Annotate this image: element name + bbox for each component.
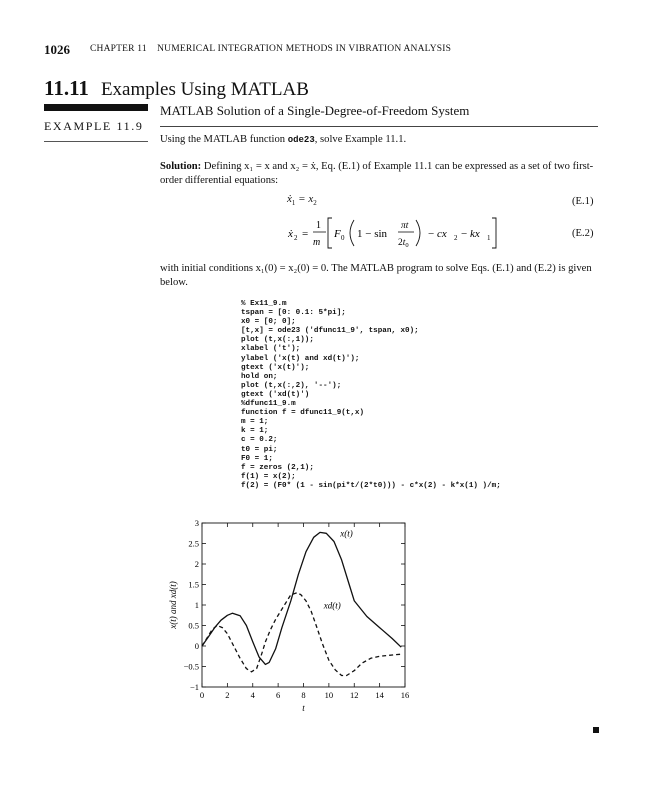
svg-text:=: = <box>302 228 309 240</box>
equation-e1-label: (E.1) <box>572 196 594 207</box>
code-line: f(2) = (F0* (1 - sin(pi*t/(2*t0))) - c*x(2) - k*x(1) )/m; <box>241 481 501 490</box>
code-line: t0 = pi; <box>241 445 278 454</box>
initial-conditions-paragraph: with initial conditions x₁(0) = x₂(0) = 0. The MATLAB program to solve Eqs. (E.1) and (E.2) is given below. <box>160 263 592 288</box>
y-tick-label: −0.5 <box>183 661 199 672</box>
solution-label: Solution: <box>160 161 202 172</box>
x-tick-label: 4 <box>250 690 255 700</box>
series-x-line <box>202 532 401 664</box>
example-title: MATLAB Solution of a Single-Degree-of-Freedom System <box>160 103 470 118</box>
equation-e2 <box>282 214 512 254</box>
solution-text: Defining x₁ = x and x₂ = ẋ, Eq. (E.1) of Example 11.1 can be expressed as a set of two first-order differential equations: <box>160 161 594 186</box>
code-line: function f = dfunc11_9(t,x) <box>241 409 365 418</box>
code-line: f(1) = x(2); <box>241 472 296 481</box>
response-plot <box>160 515 420 715</box>
solution-paragraph <box>160 160 600 188</box>
code-line: x0 = [0; 0]; <box>241 318 296 327</box>
code-line: hold on; <box>241 372 278 381</box>
svg-text:πt: πt <box>401 221 409 231</box>
code-line: plot (t,x(:,1)); <box>241 336 314 345</box>
section-heading <box>44 76 309 101</box>
svg-text:ẋ: ẋ <box>288 228 293 240</box>
svg-text:1: 1 <box>487 234 491 242</box>
x-axis-label: t <box>302 703 305 713</box>
y-tick-label: 2.5 <box>188 538 199 549</box>
code-line: xlabel ('t'); <box>241 345 301 354</box>
svg-text:− kx: − kx <box>461 228 480 240</box>
section-number: 11.11 <box>44 76 89 100</box>
svg-text:2: 2 <box>454 234 458 242</box>
y-tick-label: 2 <box>194 559 199 569</box>
x-tick-label: 12 <box>350 690 359 700</box>
series-xd-line <box>202 593 401 676</box>
code-line: % Ex11_9.m <box>241 300 287 308</box>
equation-e2-label: (E.2) <box>572 228 594 239</box>
annotation-xd: xd(t) <box>323 600 341 611</box>
section-title: Examples Using MATLAB <box>100 79 309 100</box>
svg-text:1 − sin: 1 − sin <box>357 228 388 240</box>
svg-text:2: 2 <box>294 234 298 242</box>
x-tick-label: 6 <box>276 690 281 700</box>
y-tick-label: 1.5 <box>188 579 199 590</box>
y-tick-label: 0 <box>194 641 199 651</box>
code-line: c = 0.2; <box>241 436 278 445</box>
end-of-example-mark <box>593 727 599 733</box>
x-tick-label: 8 <box>301 690 306 700</box>
code-line: gtext ('xd(t)') <box>241 390 310 399</box>
svg-text:1: 1 <box>316 220 321 231</box>
code-line: f = zeros (2,1); <box>241 463 314 472</box>
equation-e1: ẋ$_1$ = $x_2$ <box>287 193 317 208</box>
matlab-code-block <box>241 300 501 491</box>
code-line: k = 1; <box>241 427 269 436</box>
svg-text:− cx: − cx <box>428 228 447 240</box>
code-line: gtext ('x(t)'); <box>241 363 310 372</box>
svg-text:2t0: $2t_0$ <box>398 238 409 249</box>
code-line: plot (t,x(:,2), '--'); <box>241 381 342 390</box>
example-title-divider <box>160 126 598 127</box>
code-line: ylabel ('x(t) and xd(t)'); <box>241 354 360 363</box>
x-tick-label: 10 <box>324 690 334 700</box>
x-tick-label: 2 <box>225 690 230 700</box>
page-number: 1026 <box>44 42 70 57</box>
code-line: m = 1; <box>241 418 269 427</box>
svg-text:0: 0 <box>341 234 345 242</box>
y-tick-label: 0.5 <box>188 620 199 631</box>
y-tick-label: −1 <box>189 682 199 692</box>
running-title: CHAPTER 11 NUMERICAL INTEGRATION METHODS IN VIBRATION ANALYSIS <box>90 44 452 54</box>
annotation-x: x(t) <box>340 528 353 539</box>
code-line: tspan = [0: 0.1: 5*pi]; <box>241 309 346 318</box>
x-tick-label: 14 <box>375 690 384 700</box>
example-label: EXAMPLE 11.9 <box>44 119 144 133</box>
code-line: [t,x] = ode23 ('dfunc11_9', tspan, x0); <box>241 327 419 336</box>
svg-text:m: m <box>313 237 321 248</box>
svg-text:F: F <box>334 228 341 240</box>
plot-frame <box>202 523 405 687</box>
y-tick-label: 3 <box>194 518 199 528</box>
y-tick-label: 1 <box>194 600 199 610</box>
code-line: F0 = 1; <box>241 454 273 463</box>
x-tick-label: 0 <box>199 690 205 700</box>
example-bar <box>44 104 148 111</box>
y-axis-label: x(t) and xd(t) <box>168 581 178 629</box>
example-divider <box>44 141 148 142</box>
x-tick-label: 16 <box>400 690 410 700</box>
example-statement: Using the MATLAB function ode23, solve Example 11.1. <box>160 134 407 145</box>
code-line: %dfunc11_9.m <box>241 400 296 409</box>
